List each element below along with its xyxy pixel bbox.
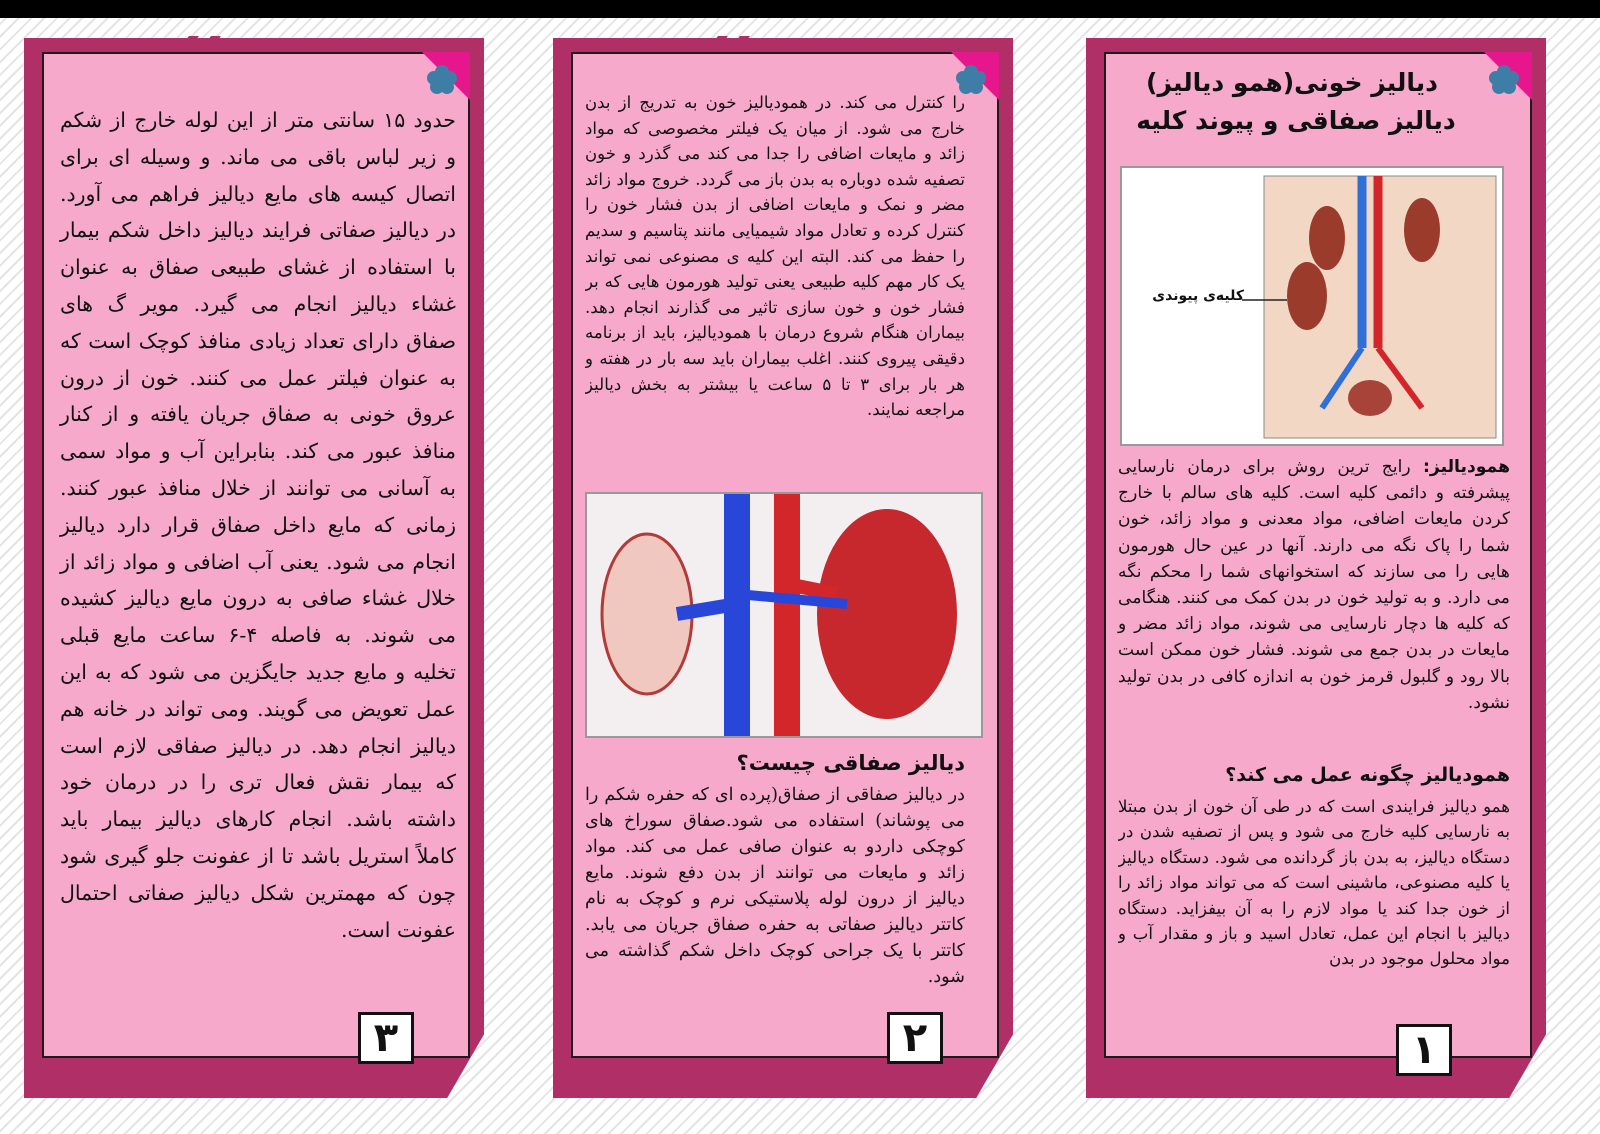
panel-1-title-line-1: دیالیز خونی(همو دیالیز) — [1146, 68, 1438, 97]
panel-2-bottom-text: در دیالیز صفاقی از صفاق(پرده ای که حفره شکم را می پوشاند) استفاده می شود.صفاق سوراخ های کوچکی داردو به عنوان صافی عمل می کند. مواد زائد و مایعات می توانند از بدن دفع شوند. مایع دیالیز از درون لوله پلاستیکی نرم و کوچک به نام کاتتر دیالیز صفاتی به حفره صفاق جریان می یابد. کاتتر با یک جراحی کوچک داخل شکم گذاشته می شود. — [585, 785, 965, 987]
page-number-1: ۱ — [1396, 1024, 1452, 1076]
panel-page-1 — [1086, 38, 1546, 1098]
panel-2-heading: دیالیز صفاقی چیست؟ — [736, 751, 965, 775]
hemodialysis-text: رایج ترین روش برای درمان نارسایی پیشرفته و دائمی کلیه است. کلیه های سالم با خارج کردن مایعات اضافی، مواد معدنی و مواد زائد، خون شما را پاک نگه می دارند. آنها در عین حال هورمون هایی را می سازند که استخوانهای شما را محکم نگه می دارد. و به تولید خون در بدن کمک می کنند. هنگامی که کلیه ها دچار نارسایی می شوند، مواد زائد مضر و مایعات در بدن جمع می شوند. فشار خون ممکن است بالا رود و گلبول قرمز خون به اندازه کافی در بدن تولید نشود. — [1118, 457, 1510, 713]
transplant-illustration — [1122, 168, 1502, 444]
kidney-illustration — [587, 494, 981, 736]
kidney-transplant-image — [1120, 166, 1504, 446]
panel-3-body-text: حدود ۱۵ سانتی متر از این لوله خارج از شکم و زیر لباس باقی می ماند. و وسیله ای برای اتصال کیسه های مایع دیالیز فراهم می آورد. در دیالیز صفاتی فرایند دیالیز داخل شکم بیمار با استفاده از غشای طبیعی صفاق به عنوان غشاء دیالیز انجام می گیرد. مویر گ های صفاق دارای تعداد زیادی منافذ کوچک است که به عنوان فیلتر عمل می کنند. خون از درون عروق خونی به صفاق جریان یافته و از کنار منافذ عبور می کند. بنابراین آب و مواد سمی به آسانی می توانند از خلال منافذ عبور کنند. زمانی که مایع داخل صفاق قرار دارد دیالیز انجام می شود. یعنی آب اضافی و مواد زائد از خلال غشاء صافی به درون مایع دیالیز کشیده می شوند. به فاصله ۴-۶ ساعت مایع قبلی تخلیه و مایع جدید جایگزین می شود که به این عمل تعویض می گویند. ومی تواند در خانه هم دیالیز انجام دهد. در دیالیز صفاقی لازم است که بیمار نقش فعال تری را در درمان خود داشته باشد. انجام کارهای دیالیز بیمار باید کاملاً استریل باشد تا از عفونت جلو گیری شود چون که مهمترین شکل دیالیز صفاتی احتمال عفونت است. — [60, 108, 456, 942]
hemodialysis-term: همودیالیز: — [1423, 457, 1510, 477]
page-number-3: ۳ — [358, 1012, 414, 1064]
panel-page-3 — [24, 38, 484, 1098]
panel-1-subheading: همودیالیز چگونه عمل می کند؟ — [1225, 764, 1510, 786]
transplant-kidney-label: کلیه‌ی پیوندی — [1152, 288, 1244, 304]
panel-2-top-text: را کنترل می کند. در همودیالیز خون به تدریج از بدن خارج می شود. از میان یک فیلتر مخصوصی که مواد زائد و مایعات اضافی را جدا می کند می گذرد و خون تصفیه شده دوباره به بدن باز می گردد. خروج مواد زائد مضر و نمک و مایعات اضافی از بدن فشار خون را کنترل کرده و تعادل مواد شیمیایی مانند پتاسیم و سدیم را حفظ می کند. البته این کلیه ی مصنوعی نمی تواند یک کار مهم کلیه طبیعی یعنی تولید هورمون هایی که بر فشار خون و خون سازی تاثیر می گذارند انجام دهد. بیماران هنگام شروع درمان با همودیالیز، باید از برنامه دقیقی پیروی کنند. اغلب بیماران باید سه بار در هفته و هر بار برای ۳ تا ۵ ساعت یا بیشتر به بخش دیالیز مراجعه نمایند. — [585, 93, 965, 420]
flower-icon — [1484, 52, 1532, 100]
flower-icon — [422, 52, 470, 100]
panel-page-2 — [553, 38, 1013, 1098]
page-number-2: ۲ — [887, 1012, 943, 1064]
panel-content — [571, 52, 999, 1058]
panel-1-body-text: همو دیالیز فرایندی است که در طی آن خون از بدن مبتلا به نارسایی کلیه خارج می شود و پس از تصفیه شدن در دستگاه دیالیز، به بدن باز گردانده می شود. دستگاه دیالیز یا کلیه مصنوعی، ماشینی است که می تواند مواد زائد را از خون جدا کند یا مواد لازم را به آن بیفزاید. دستگاه دیالیز با انجام این عمل، تعادل اسید و باز و مقدار آب و مواد محلول موجود در بدن — [1118, 797, 1510, 969]
panel-content — [1104, 52, 1532, 1058]
panel-1-title-line-2: دیالیز صفاقی و پیوند کلیه — [1136, 106, 1456, 135]
panel-1-hemodialysis-paragraph — [1118, 454, 1510, 716]
kidney-anatomy-image — [585, 492, 983, 738]
panel-content — [42, 52, 470, 1058]
top-black-bar — [0, 0, 1600, 18]
